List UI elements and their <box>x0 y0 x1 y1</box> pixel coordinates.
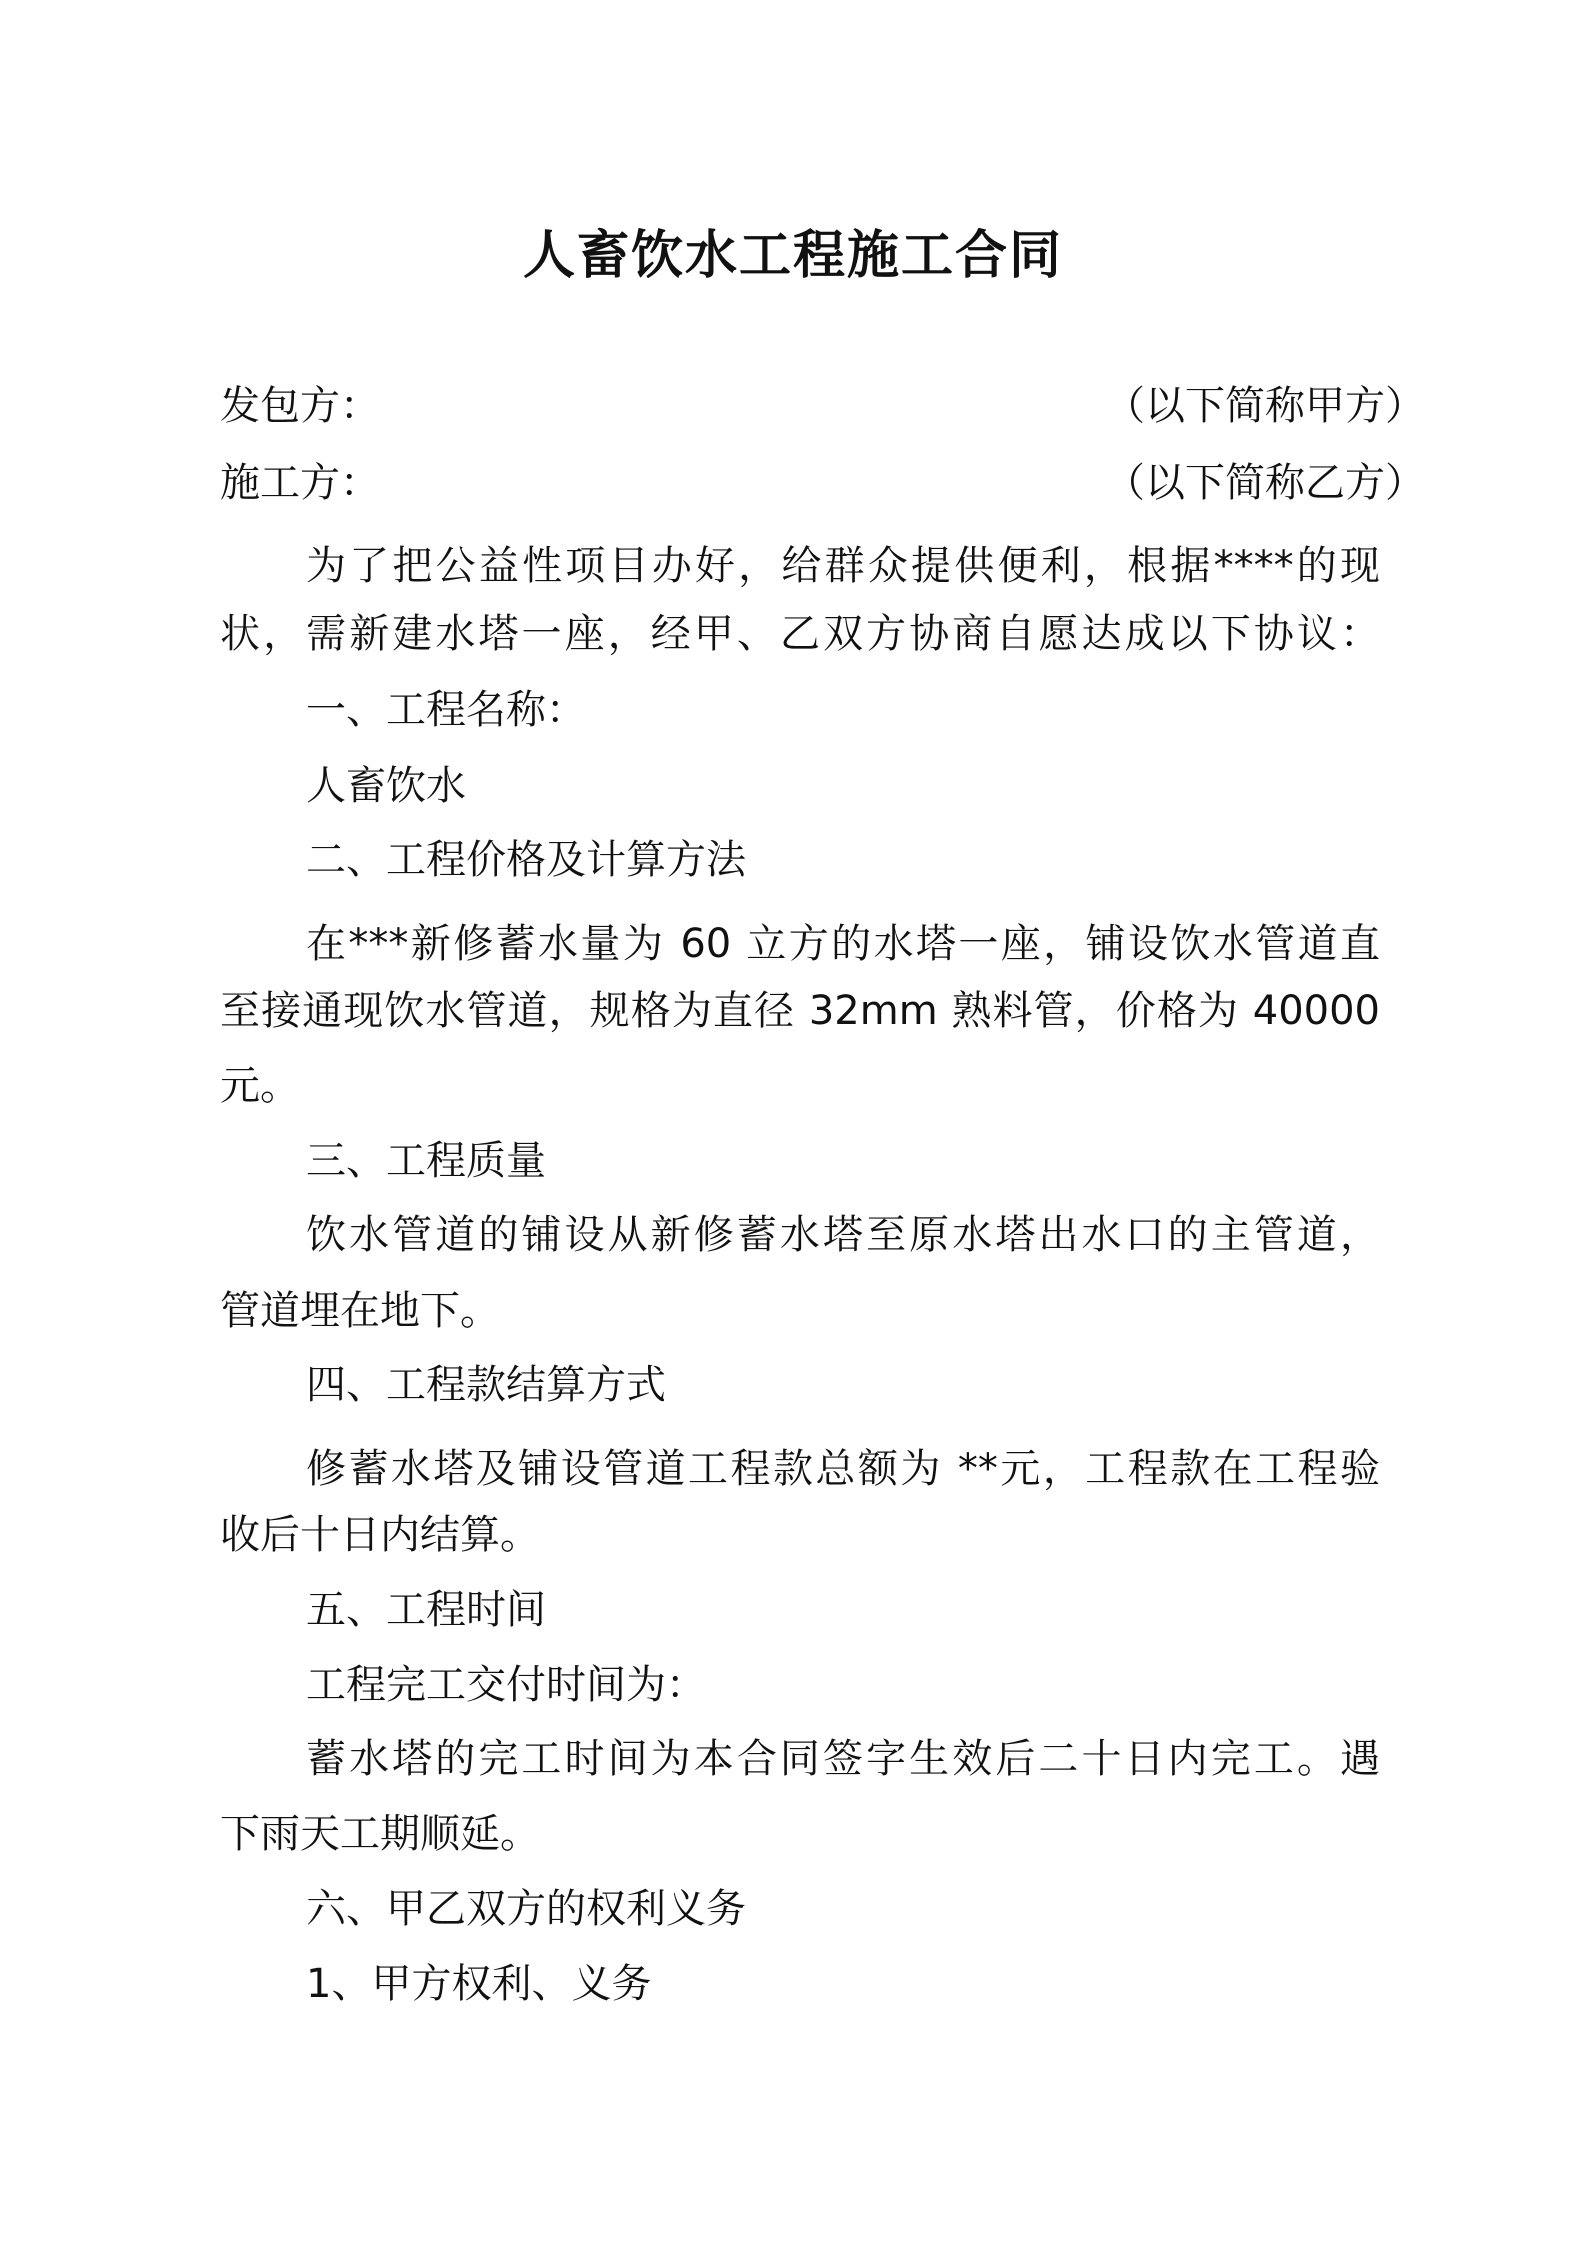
section-4-line-1: 修蓄水塔及铺设管道工程款总额为 **元，工程款在工程验 <box>306 1446 1380 1492</box>
section-4-line-2: 收后十日内结算。 <box>220 1512 540 1558</box>
intro-line-1: 为了把公益性项目办好，给群众提供便利，根据****的现 <box>306 543 1380 589</box>
party-a-note: （以下简称甲方） <box>1105 383 1425 429</box>
section-5-line-2: 下雨天工期顺延。 <box>220 1811 540 1857</box>
party-b-line <box>220 455 1425 511</box>
intro-line-2: 状，需新建水塔一座，经甲、乙双方协商自愿达成以下协议： <box>220 611 1380 657</box>
section-3-line-2: 管道埋在地下。 <box>220 1288 500 1334</box>
document-title: 人畜饮水工程施工合同 <box>522 226 1063 286</box>
section-6-heading: 六、甲乙双方的权利义务 <box>306 1886 746 1932</box>
section-5-line-1: 蓄水塔的完工时间为本合同签字生效后二十日内完工。遇 <box>306 1736 1380 1782</box>
section-1-heading: 一、工程名称： <box>306 687 586 733</box>
party-b-note: （以下简称乙方） <box>1105 460 1425 506</box>
section-2-line-3: 元。 <box>220 1063 300 1109</box>
section-6-sub-1: 1、甲方权利、义务 <box>306 1961 652 2007</box>
section-2-heading: 二、工程价格及计算方法 <box>306 837 746 883</box>
party-b-label: 施工方： <box>220 460 380 506</box>
party-a-label: 发包方： <box>220 383 380 429</box>
section-5-heading: 五、工程时间 <box>306 1587 546 1633</box>
section-3-heading: 三、工程质量 <box>306 1138 546 1184</box>
party-a-line <box>220 378 1425 434</box>
section-1-content: 人畜饮水 <box>306 763 466 809</box>
section-5-sub: 工程完工交付时间为： <box>306 1662 706 1708</box>
section-2-line-2: 至接通现饮水管道，规格为直径 32mm 熟料管，价格为 40000 <box>220 988 1380 1034</box>
section-3-line-1: 饮水管道的铺设从新修蓄水塔至原水塔出水口的主管道， <box>306 1212 1380 1258</box>
section-4-heading: 四、工程款结算方式 <box>306 1362 666 1408</box>
section-2-line-1: 在***新修蓄水量为 60 立方的水塔一座，铺设饮水管道直 <box>306 921 1380 967</box>
